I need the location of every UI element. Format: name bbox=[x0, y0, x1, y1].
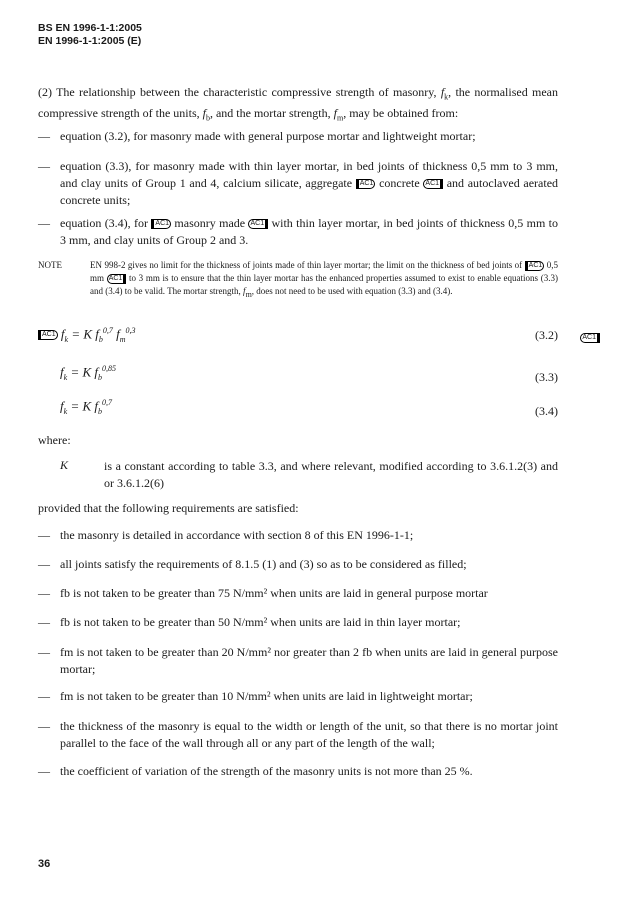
note-text: EN 998-2 gives no limit for the thickness of joints made of thin layer mortar; the limit on the thickness of bed joints of AC1 0,5 mm AC1 to 3 mm is to ensure that the thin layer mortar has the enhanced properties assumed to exist to enable equations (3.3) and (3.4) to be valid. The mortar strength, $f_m$, does not need to be used with equation (3.3) and (3.4). bbox=[90, 260, 558, 299]
ac-marker-open: AC1 bbox=[525, 261, 545, 271]
equation-number-3-3: (3.3) bbox=[535, 370, 558, 384]
bullet-dash: — bbox=[38, 764, 50, 778]
equation-3-3: $f_k = K$ $f_b^{0,85}$ bbox=[60, 364, 116, 382]
bullet-dash: — bbox=[38, 586, 50, 600]
bullet-dash: — bbox=[38, 159, 50, 173]
requirement-item: the thickness of the masonry is equal to the width or length of the unit, so that there is no mortar joint parallel to the face of the wall through all or any part of the length of the wall; bbox=[60, 719, 558, 750]
page-number: 36 bbox=[38, 858, 51, 870]
equation-3-4: $f_k = K$ $f_b^{0,7}$ bbox=[60, 398, 112, 416]
bullet-eq34: equation (3.4), for AC1 masonry made AC1 with thin layer mortar, in bed joints of thickness 0,5 mm to 3 mm, and clay units of Group 2 and 3. bbox=[60, 216, 559, 247]
bullet-dash: — bbox=[38, 615, 50, 629]
ac-marker-open: AC1 bbox=[151, 219, 171, 229]
requirement-item: fm is not taken to be greater than 20 N/mm² nor greater than 2 fb when units are laid in general purpose mortar; bbox=[60, 645, 558, 676]
standard-id-en: EN 1996-1-1:2005 (E) bbox=[38, 35, 142, 47]
ac-marker-open: AC1 bbox=[38, 330, 58, 340]
ac-marker-close: AC1 bbox=[423, 179, 443, 189]
ac-marker-close: AC1 bbox=[107, 274, 127, 284]
bullet-eq33: equation (3.3), for masonry made with thin layer mortar, in bed joints of thickness 0,5 mm to 3 mm, and clay units of Group 1 and 4, calcium silicate, aggregate AC1 concrete AC1 and autoclaved aerated concrete units; bbox=[60, 159, 559, 207]
provided-text: provided that the following requirements are satisfied: bbox=[38, 501, 299, 515]
note-label: NOTE bbox=[38, 260, 62, 270]
requirement-item: all joints satisfy the requirements of 8.1.5 (1) and (3) so as to be considered as filled; bbox=[60, 557, 467, 571]
k-definition: is a constant according to table 3.3, and where relevant, modified according to 3.6.1.2(3) and or 3.6.1.2(6) bbox=[104, 459, 558, 490]
requirement-item: fb is not taken to be greater than 50 N/mm² when units are laid in thin layer mortar; bbox=[60, 615, 461, 629]
requirement-item: fm is not taken to be greater than 10 N/mm² when units are laid in lightweight mortar; bbox=[60, 689, 473, 703]
where-label: where: bbox=[38, 433, 71, 447]
bullet-dash: — bbox=[38, 528, 50, 542]
intro-paragraph: (2) The relationship between the characteristic compressive strength of masonry, $f_k$, the normalised mean compressive strength of the units, $f_b$, and the mortar strength, $f_m$, may be obtained from: bbox=[38, 85, 559, 123]
symbol-k: K bbox=[60, 458, 69, 472]
bullet-dash: — bbox=[38, 129, 50, 143]
requirement-item: the coefficient of variation of the strength of the masonry units is not more than 25 %. bbox=[60, 764, 473, 778]
equation-number-3-2: (3.2) bbox=[535, 328, 558, 342]
ac-marker-open: AC1 bbox=[356, 179, 376, 189]
bullet-eq32: equation (3.2), for masonry made with general purpose mortar and lightweight mortar; bbox=[60, 129, 476, 143]
equation-3-2: AC1 $f_k = K$ $f_b^{0,7}$ $f_m^{0,3}$ bbox=[38, 326, 136, 344]
bullet-dash: — bbox=[38, 557, 50, 571]
requirement-item: the masonry is detailed in accordance with section 8 of this EN 1996-1-1; bbox=[60, 528, 414, 542]
requirement-item: fb is not taken to be greater than 75 N/mm² when units are laid in general purpose mortar bbox=[60, 586, 488, 600]
bullet-dash: — bbox=[38, 719, 50, 733]
equation-number-3-4: (3.4) bbox=[535, 404, 558, 418]
bullet-dash: — bbox=[38, 216, 50, 230]
ac-marker-close-eq: AC1 bbox=[580, 329, 600, 347]
bullet-dash: — bbox=[38, 689, 50, 703]
bullet-dash: — bbox=[38, 645, 50, 659]
standard-id: BS EN 1996-1-1:2005 bbox=[38, 22, 142, 34]
ac-marker-close: AC1 bbox=[248, 219, 268, 229]
